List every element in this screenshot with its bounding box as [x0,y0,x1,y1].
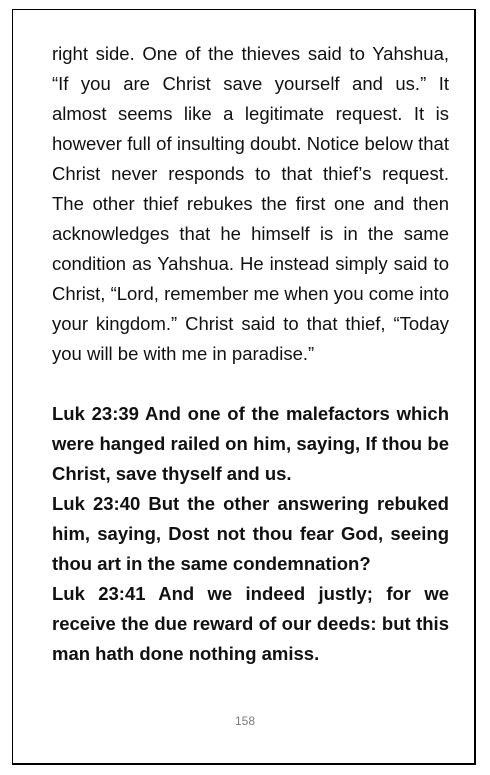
page-number: 158 [234,714,256,728]
scripture-quotations [52,399,449,669]
body-paragraph: right side. One of the thieves said to Yahshua, “If you are Christ save yourself and us.” It almost seems like a legitimate request. It is however full of insulting doubt. Notice below that Christ never responds to that thief’s request. The other thief rebukes the first one and then acknowledges that he himself is in the same condition as Yahshua. He instead simply said to Christ, “Lord, remember me when you come into your kingdom.” Christ said to that thief, “Today you will be with me in paradise.” [52,43,449,364]
verse-luke-23-41: Luk 23:41 And we indeed justly; for we receive the due reward of our deeds: but this man hath done nothing amiss. [52,583,449,664]
page-content [52,39,449,669]
verse-luke-23-39: Luk 23:39 And one of the malefactors which were hanged railed on him, saying, If thou be Christ, save thyself and us. [52,403,449,484]
verse-luke-23-40: Luk 23:40 But the other answering rebuked him, saying, Dost not thou fear God, seeing thou art in the same condemnation? [52,493,449,574]
